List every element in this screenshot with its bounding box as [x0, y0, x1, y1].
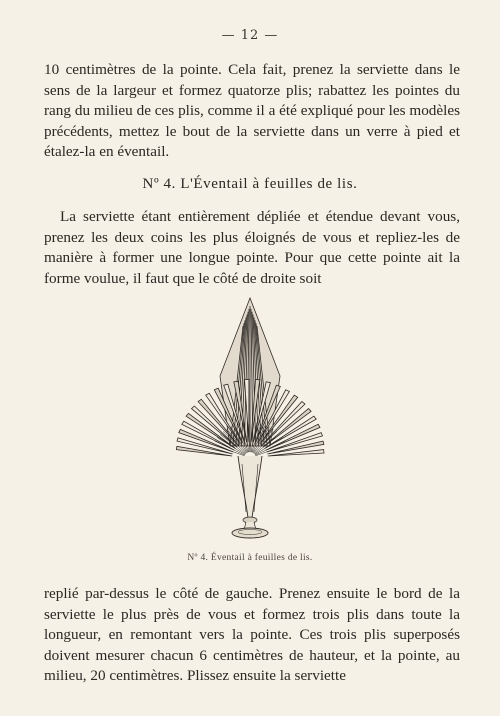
- paragraph-2: [44, 207, 460, 289]
- figure-caption: Nº 4. Éventail à feuilles de lis.: [187, 553, 313, 563]
- paragraph-3: replié par-dessus le côté de gauche. Prenez ensuite le bord de la serviette le plus près de vous et formez trois plis dans toute la longueur, en remontant vers la pointe. Ces trois plis superposés doivent mesurer chacun 6 centimètres de hauteur, et la pointe, au milieu, 20 centimètres. Plissez ensuite la serviette: [44, 585, 460, 684]
- fan-napkin-illustration: [160, 296, 340, 542]
- section-title: Nº 4. L'Éventail à feuilles de lis.: [142, 176, 358, 192]
- paragraph-1: 10 centimètres de la pointe. Cela fait, prenez la serviette dans le sens de la largeur et formez quatorze plis; rabattez les pointes du rang du milieu de ces plis, comme il a été expliqué pour les modèles précédents, mettez le bout de la serviette dans un verre à pied et étalez-la en éventail.: [44, 61, 460, 160]
- page-number: — 12 —: [221, 28, 279, 43]
- paragraph-2-text: La serviette étant entièrement dépliée et étendue devant vous, prenez les deux coins les plus éloignés de vous et repliez-les de manière à former une longue pointe. Pour que cette pointe ait la forme voulue, il faut que le côté de droite soit: [44, 208, 460, 287]
